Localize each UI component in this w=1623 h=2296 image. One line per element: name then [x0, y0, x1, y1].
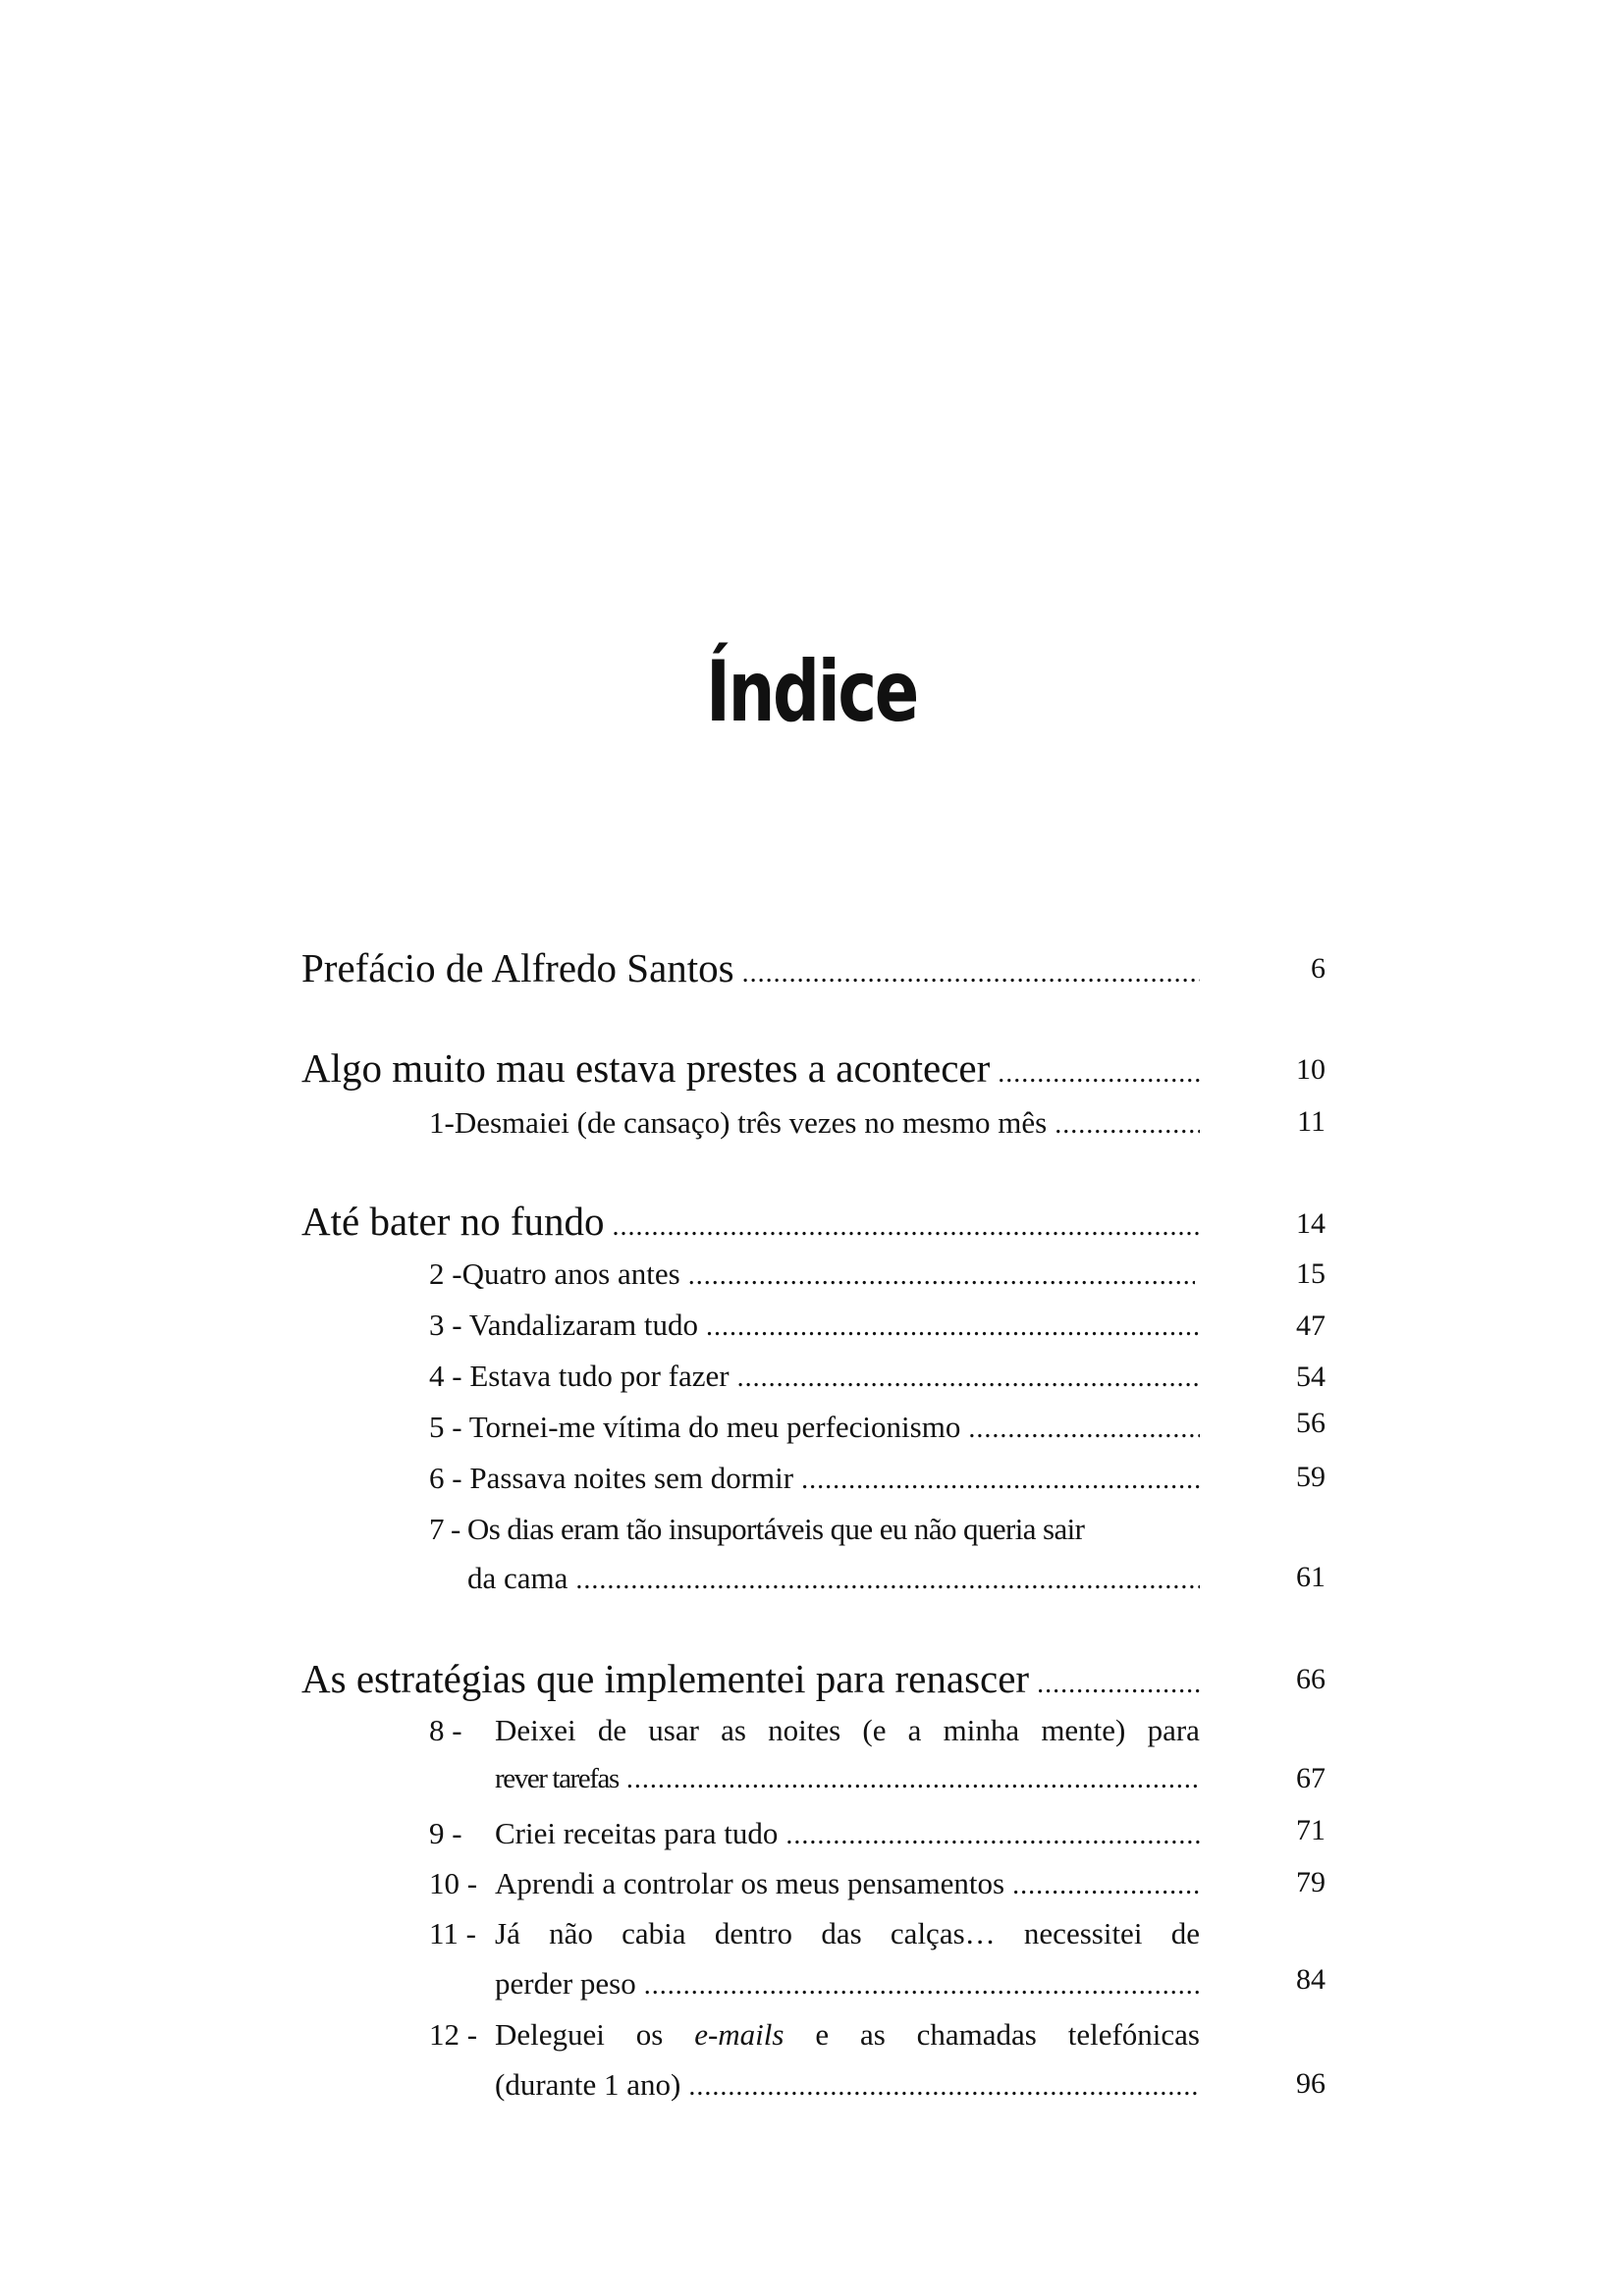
toc-page-number: 54 — [1296, 1361, 1325, 1393]
word: necessitei — [1023, 1916, 1143, 1950]
toc-entry-label: Aprendi a controlar os meus pensamentos — [495, 1866, 1005, 1900]
word: Deixei — [495, 1713, 576, 1747]
toc-entry-label: 4 - Estava tudo por fazer — [429, 1359, 730, 1393]
word: não — [549, 1916, 593, 1950]
toc-entry-chapter-8-line1[interactable] — [495, 1713, 1200, 1748]
word: cabia — [622, 1916, 686, 1950]
word: Deleguei — [495, 2017, 605, 2052]
word: Já — [495, 1916, 520, 1950]
word: as — [859, 2017, 886, 2052]
word: a — [907, 1713, 922, 1747]
toc-entry-chapter-2[interactable] — [429, 1256, 1195, 1292]
toc-entry-chapter-3[interactable] — [429, 1308, 1200, 1343]
toc-chapter-number: 11 - — [429, 1916, 476, 1950]
toc-entry-part-2[interactable] — [301, 1198, 1200, 1245]
toc-entry-chapter-8[interactable] — [495, 1763, 1200, 1795]
toc-entry-label: 3 - Vandalizaram tudo — [429, 1308, 699, 1342]
toc-entry-part-3[interactable] — [301, 1655, 1200, 1702]
leader-dots — [688, 2073, 1200, 2101]
word: para — [1147, 1713, 1200, 1747]
toc-entry-chapter-12[interactable] — [495, 2067, 1200, 2103]
word: telefónicas — [1067, 2017, 1200, 2052]
word-italic: e-mails — [694, 2017, 784, 2052]
leader-dots — [968, 1415, 1200, 1443]
leader-dots — [801, 1467, 1200, 1494]
toc-entry-chapter-7-line1[interactable]: 7 - Os dias eram tão insuportáveis que eu não queria sair — [429, 1512, 1085, 1546]
toc-page-number: 79 — [1296, 1866, 1325, 1898]
toc-entry-label: 2 -Quatro anos antes — [429, 1256, 680, 1291]
toc-page-number: 56 — [1296, 1407, 1325, 1439]
leader-dots — [575, 1567, 1200, 1594]
word: calças… — [890, 1916, 996, 1950]
toc-entry-label: Algo muito mau estava prestes a acontecer — [301, 1045, 991, 1091]
word: das — [821, 1916, 862, 1950]
toc-chapter-number: 9 - — [429, 1816, 462, 1850]
toc-entry-chapter-7[interactable] — [467, 1561, 1200, 1596]
toc-entry-chapter-5[interactable] — [429, 1410, 1200, 1445]
leader-dots — [1037, 1671, 1200, 1698]
toc-page-number: 71 — [1296, 1814, 1325, 1846]
word: usar — [648, 1713, 699, 1747]
word: (e — [862, 1713, 887, 1747]
leader-dots — [706, 1313, 1200, 1341]
toc-page-number: 6 — [1311, 952, 1325, 985]
toc-page-number: 84 — [1296, 1963, 1325, 1996]
toc-entry-chapter-12-line1[interactable] — [495, 2017, 1200, 2053]
word: noites — [768, 1713, 841, 1747]
leader-dots — [1012, 1872, 1200, 1899]
toc-entry-chapter-10[interactable] — [495, 1866, 1200, 1901]
toc-entry-part-1[interactable] — [301, 1044, 1200, 1092]
toc-page-number: 11 — [1297, 1105, 1325, 1138]
page-title: Índice — [706, 643, 917, 741]
word: minha — [943, 1713, 1020, 1747]
toc-entry-label: 1-Desmaiei (de cansaço) três vezes no mesmo mês — [429, 1105, 1048, 1140]
toc-entry-label: Criei receitas para tudo — [495, 1816, 779, 1850]
toc-entry-preface[interactable] — [301, 944, 1200, 991]
toc-page-number: 96 — [1296, 2067, 1325, 2100]
word: chamadas — [916, 2017, 1037, 2052]
toc-entry-label: Até bater no fundo — [301, 1199, 605, 1244]
toc-entry-label: Prefácio de Alfredo Santos — [301, 945, 734, 990]
leader-dots — [1055, 1111, 1200, 1139]
toc-entry-label: As estratégias que implementei para renascer — [301, 1656, 1030, 1701]
toc-entry-label: rever tarefas — [495, 1763, 619, 1794]
toc-entry-chapter-1[interactable] — [429, 1105, 1200, 1141]
toc-page-number: 14 — [1296, 1207, 1325, 1240]
toc-entry-label: perder peso — [495, 1966, 636, 2001]
toc-page-number: 15 — [1296, 1257, 1325, 1290]
toc-entry-chapter-11[interactable] — [495, 1966, 1200, 2002]
toc-entry-chapter-6[interactable] — [429, 1461, 1200, 1496]
word: e — [815, 2017, 830, 2052]
word: os — [635, 2017, 664, 2052]
toc-page-number: 59 — [1296, 1461, 1325, 1493]
word: as — [721, 1713, 746, 1747]
toc-page-number: 67 — [1296, 1762, 1325, 1794]
toc-entry-label: (durante 1 ano) — [495, 2067, 681, 2102]
toc-entry-chapter-9[interactable] — [495, 1816, 1200, 1851]
toc-chapter-number: 10 - — [429, 1866, 478, 1900]
toc-entry-label: 5 - Tornei-me vítima do meu perfecionismo — [429, 1410, 961, 1444]
toc-page-number: 47 — [1296, 1309, 1325, 1342]
toc-entry-chapter-4[interactable] — [429, 1359, 1200, 1394]
leader-dots — [688, 1262, 1195, 1290]
toc-entry-chapter-11-line1[interactable] — [495, 1916, 1200, 1951]
leader-dots — [998, 1060, 1200, 1088]
word: de — [597, 1713, 627, 1747]
toc-chapter-number: 8 - — [429, 1713, 462, 1747]
toc-entry-label: 6 - Passava noites sem dormir — [429, 1461, 794, 1495]
leader-dots — [737, 1364, 1200, 1392]
toc-page-number: 66 — [1296, 1663, 1325, 1695]
leader-dots — [613, 1213, 1200, 1241]
toc-entry-label: da cama — [467, 1561, 568, 1595]
leader-dots — [785, 1822, 1200, 1849]
leader-dots — [742, 960, 1200, 988]
toc-page-number: 10 — [1296, 1053, 1325, 1086]
leader-dots — [644, 1972, 1200, 2000]
word: dentro — [714, 1916, 793, 1950]
toc-chapter-number: 12 - — [429, 2017, 478, 2052]
word: mente) — [1041, 1713, 1126, 1747]
leader-dots — [626, 1766, 1200, 1793]
toc-page-number: 61 — [1296, 1561, 1325, 1593]
word: de — [1170, 1916, 1200, 1950]
